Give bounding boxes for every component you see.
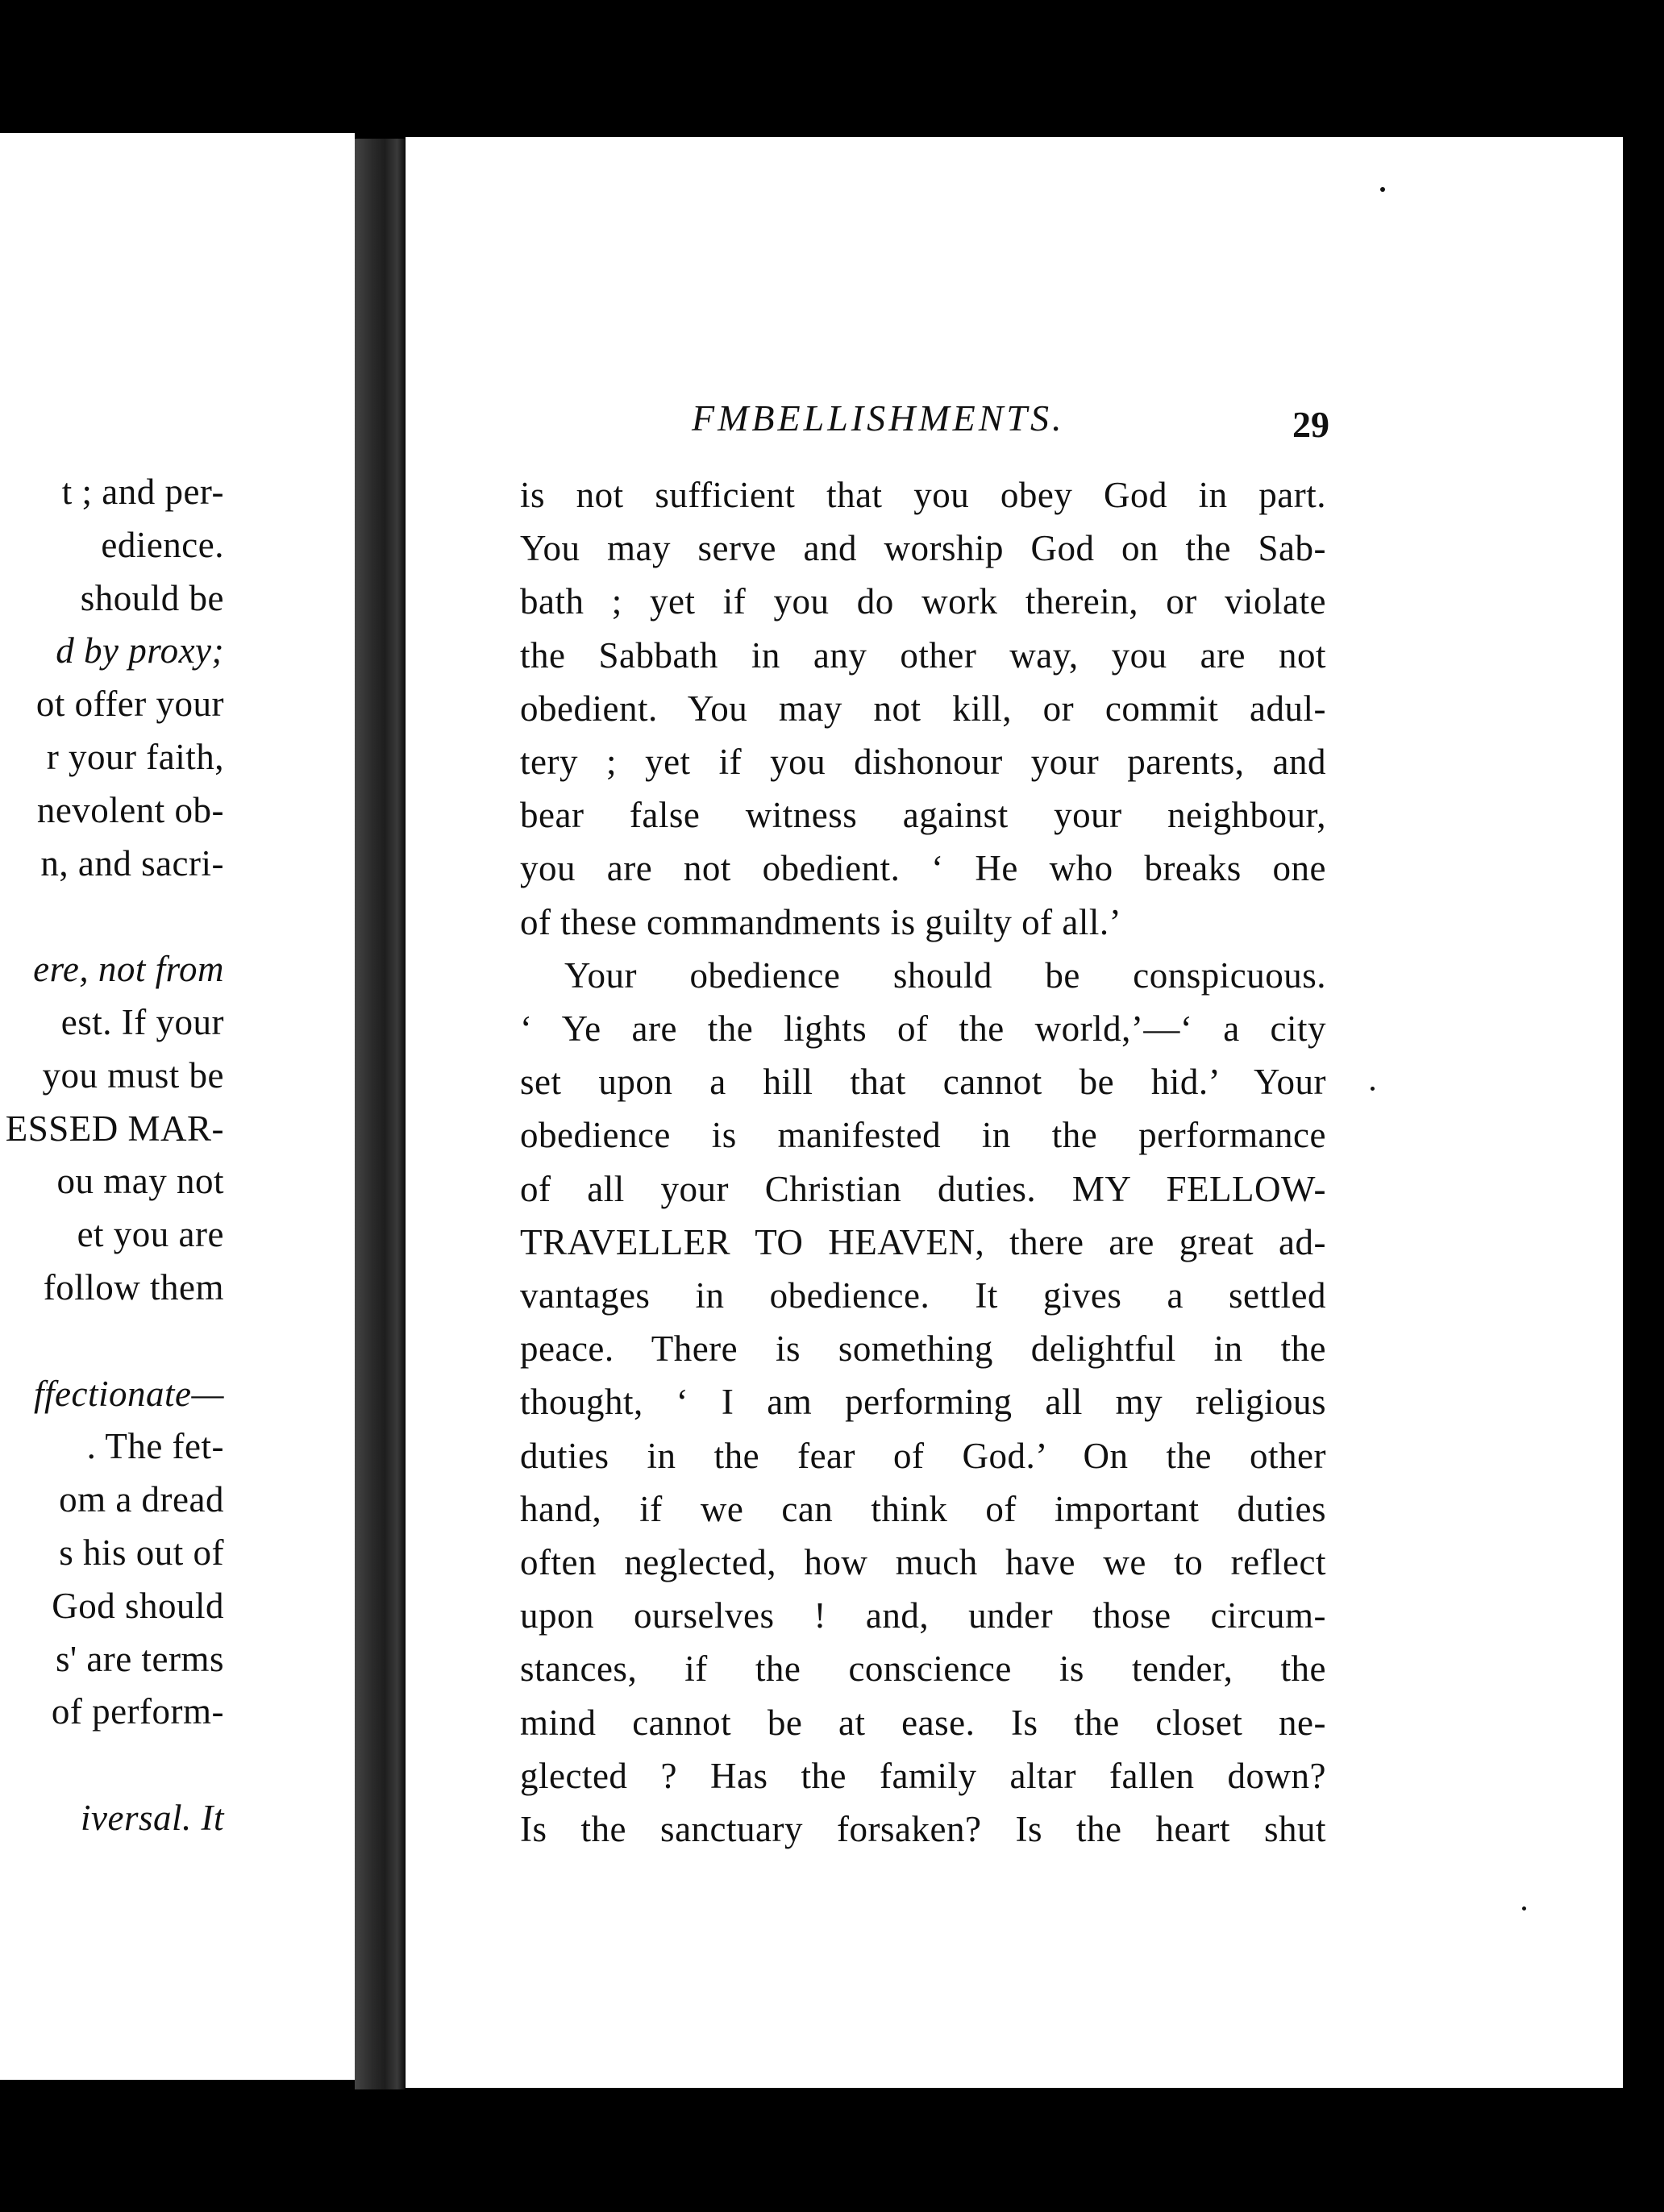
left-page-line: om a dread	[59, 1479, 224, 1520]
right-page-line: You may serve and worship God on the Sab-	[520, 528, 1326, 569]
right-page-line: hand, if we can think of important duties	[520, 1488, 1326, 1529]
left-page-line: . The fet-	[86, 1426, 224, 1467]
right-page-line: tery ; yet if you dishonour your parents, and	[520, 742, 1326, 782]
left-page-line: et you are	[77, 1214, 224, 1255]
right-page-line: ‘ Ye are the lights of the world,’—‘ a city	[520, 1008, 1326, 1049]
speck	[1522, 1906, 1526, 1911]
right-page-line: obedient. You may not kill, or commit adul-	[520, 688, 1326, 729]
left-page-line: s his out of	[59, 1532, 224, 1573]
left-page-line: ESSED MAR-	[5, 1108, 224, 1149]
right-page-line: obedience is manifested in the performance	[520, 1115, 1326, 1156]
right-page-line: peace. There is something delightful in the	[520, 1328, 1326, 1370]
book-gutter	[355, 139, 405, 2089]
right-page-line: often neglected, how much have we to reflect	[520, 1542, 1326, 1582]
left-page-line: n, and sacri-	[40, 842, 224, 884]
right-page-line: of all your Christian duties. MY FELLOW-	[520, 1168, 1326, 1209]
running-title: FMBELLISHMENTS.	[692, 397, 1065, 439]
right-page-line: TRAVELLER TO HEAVEN, there are great ad-	[520, 1221, 1326, 1262]
page-number: 29	[1292, 404, 1329, 445]
right-page-line: mind cannot be at ease. Is the closet ne-	[520, 1702, 1326, 1743]
speck	[1380, 187, 1385, 192]
left-page	[0, 133, 355, 2080]
left-page-line: ou may not	[56, 1161, 224, 1202]
left-page-line: edience.	[101, 524, 224, 565]
right-page-line: thought, ‘ I am performing all my religious	[520, 1382, 1326, 1423]
left-page-line: r your faith,	[46, 737, 224, 777]
right-page-line: you are not obedient. ‘ He who breaks one	[520, 848, 1326, 889]
left-page-line: ere, not from	[33, 949, 224, 990]
left-page-line: follow them	[43, 1267, 224, 1308]
left-page-line: iversal. It	[81, 1798, 224, 1838]
right-page-line: of these commandments is guilty of all.’	[520, 901, 1122, 942]
right-page-line: set upon a hill that cannot be hid.’ Your	[520, 1062, 1326, 1103]
right-page-line: bath ; yet if you do work therein, or violate	[520, 581, 1326, 622]
left-page-line: ot offer your	[35, 684, 224, 725]
left-page-line: nevolent ob-	[36, 789, 224, 830]
right-page-line: Is the sanctuary forsaken? Is the heart shut	[520, 1809, 1326, 1849]
left-page-line: of perform-	[51, 1691, 224, 1732]
left-page-line: you must be	[42, 1054, 224, 1096]
right-page-line: stances, if the conscience is tender, the	[520, 1649, 1326, 1690]
right-page-line: upon ourselves ! and, under those circum-	[520, 1595, 1326, 1636]
left-page-line: t ; and per-	[61, 472, 224, 512]
left-page-line: ffectionate—	[34, 1373, 224, 1414]
left-page-line: d by proxy;	[56, 630, 224, 672]
speck	[1371, 1087, 1375, 1091]
left-page-line: should be	[80, 577, 224, 618]
left-page-line: est. If your	[60, 1002, 224, 1042]
right-page-line: Your obedience should be conspicuous.	[564, 954, 1326, 996]
right-page-line: the Sabbath in any other way, you are not	[520, 634, 1326, 676]
right-page-line: is not sufficient that you obey God in part.	[520, 475, 1326, 515]
right-page-line: vantages in obedience. It gives a settled	[520, 1275, 1326, 1316]
right-page-line: duties in the fear of God.’ On the other	[520, 1435, 1326, 1476]
left-page-line: God should	[52, 1585, 224, 1626]
right-page-line: glected ? Has the family altar fallen down?	[520, 1755, 1326, 1796]
right-page-line: bear false witness against your neighbour,	[520, 795, 1326, 836]
left-page-line: s' are terms	[55, 1638, 224, 1679]
